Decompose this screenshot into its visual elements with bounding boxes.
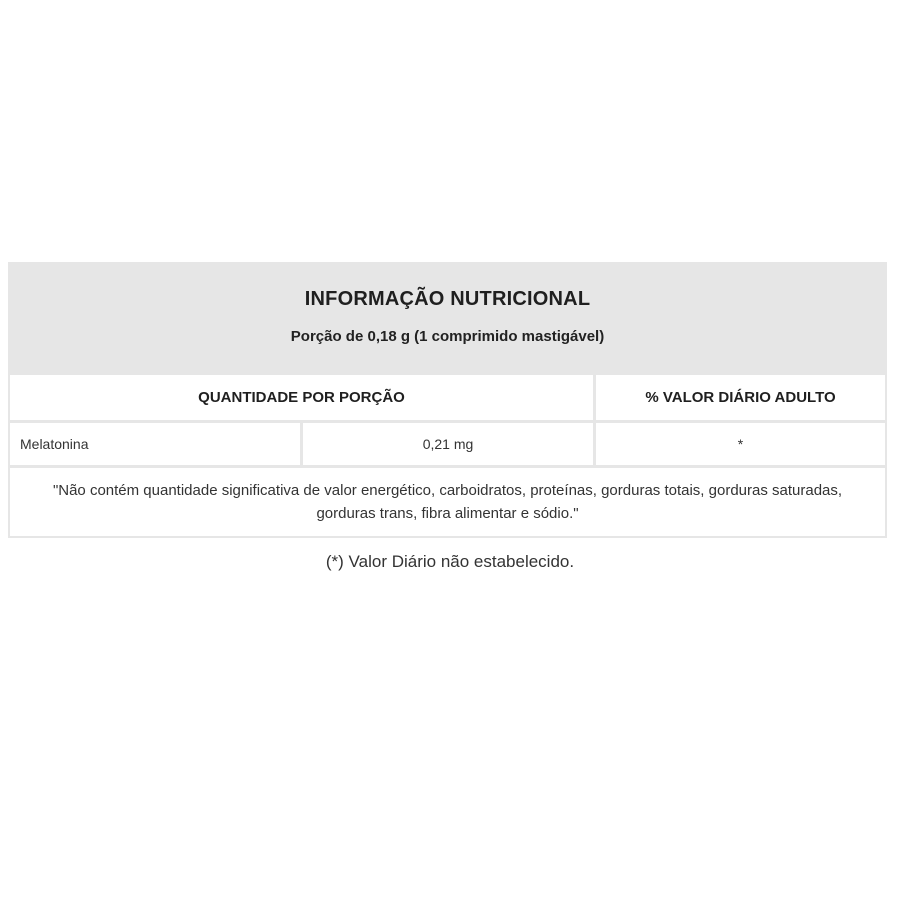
table-title: INFORMAÇÃO NUTRICIONAL xyxy=(304,288,591,310)
note-row xyxy=(10,468,885,536)
nutrition-facts-table xyxy=(8,262,887,538)
serving-size: Porção de 0,18 g (1 comprimido mastigável) xyxy=(290,328,605,345)
column-header-daily-value: % VALOR DIÁRIO ADULTO xyxy=(596,375,885,420)
not-significant-note: "Não contém quantidade significativa de valor energético, carboidratos, proteínas, gorduras totais, gorduras saturadas, gorduras trans, fibra alimentar e sódio." xyxy=(10,468,885,536)
column-header-quantity: QUANTIDADE POR PORÇÃO xyxy=(10,375,593,420)
column-header-row xyxy=(10,375,885,420)
footnote: (*) Valor Diário não estabelecido. xyxy=(325,552,575,571)
nutrient-amount: 0,21 mg xyxy=(303,423,593,465)
nutrient-name: Melatonina xyxy=(10,423,300,465)
nutrient-daily-value: * xyxy=(596,423,885,465)
table-row xyxy=(10,423,885,465)
table-header xyxy=(10,262,885,375)
